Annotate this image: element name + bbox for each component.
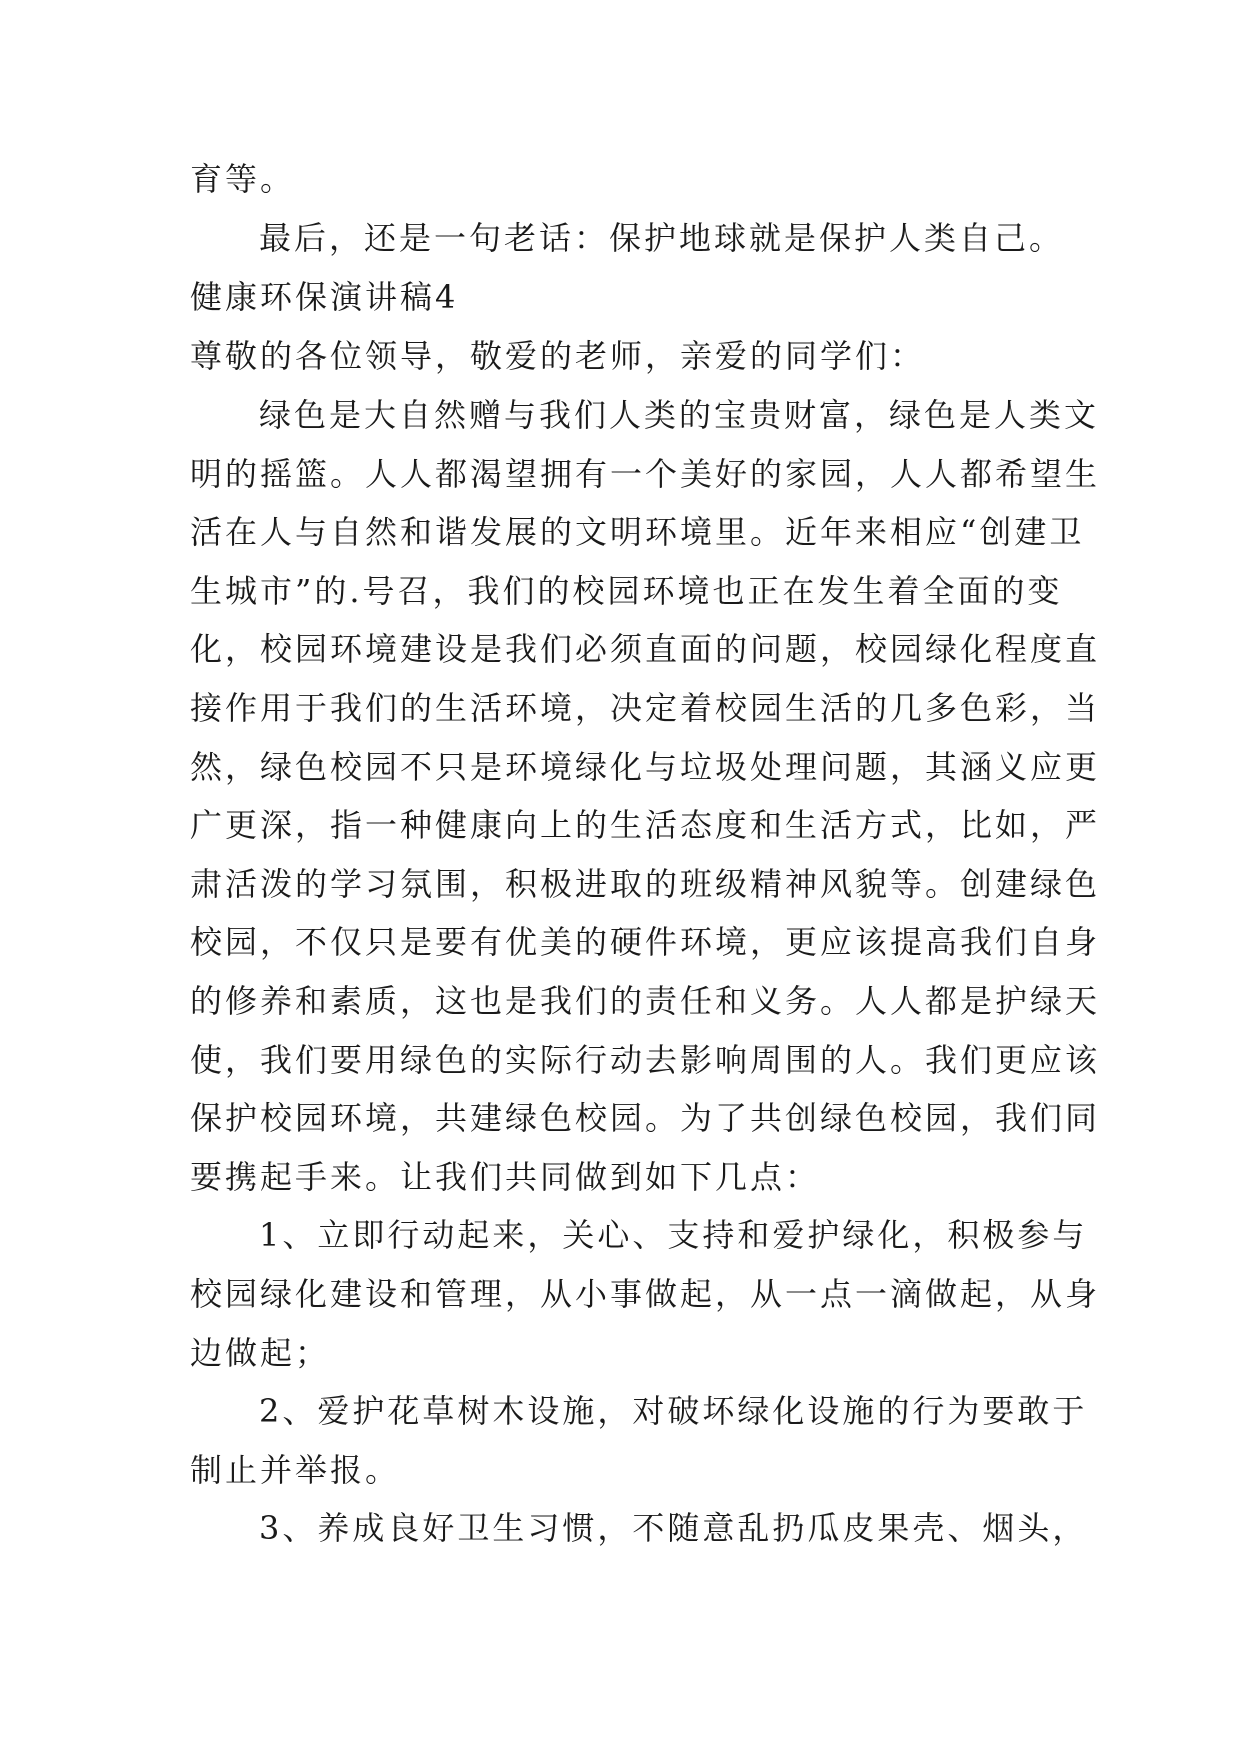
document-body xyxy=(190,150,1101,1558)
document-line: 健康环保演讲稿4 xyxy=(190,278,459,316)
document-line: 的修养和素质，这也是我们的责任和义务。人人都是护绿天 xyxy=(190,981,1101,1020)
document-line: 校园，不仅只是要有优美的硬件环境，更应该提高我们自身 xyxy=(190,923,1101,962)
document-line: 1、立即行动起来，关心、支持和爱护绿化，积极参与 xyxy=(259,1216,1088,1255)
document-line: 保护校园环境，共建绿色校园。为了共创绿色校园，我们同 xyxy=(190,1099,1101,1138)
document-line: 然，绿色校园不只是环境绿化与垃圾处理问题，其涵义应更 xyxy=(190,747,1101,786)
document-line: 育等。 xyxy=(190,160,296,198)
document-line: 使，我们要用绿色的实际行动去影响周围的人。我们更应该 xyxy=(190,1040,1101,1079)
document-line: 肃活泼的学习氛围，积极进取的班级精神风貌等。创建绿色 xyxy=(190,864,1101,903)
document-line: 尊敬的各位领导，敬爱的老师，亲爱的同学们： xyxy=(190,337,926,375)
document-line: 边做起； xyxy=(190,1333,331,1372)
document-line: 活在人与自然和谐发展的文明环境里。近年来相应“创建卫 xyxy=(190,513,1085,552)
document-line: 广更深，指一种健康向上的生活态度和生活方式，比如，严 xyxy=(190,806,1101,845)
document-line: 化，校园环境建设是我们必须直面的问题，校园绿化程度直 xyxy=(190,630,1101,669)
document-line: 2、爱护花草树木设施，对破坏绿化设施的行为要敢于 xyxy=(259,1392,1088,1431)
document-line: 要携起手来。让我们共同做到如下几点： xyxy=(190,1157,821,1196)
document-line: 生城市”的.号召，我们的校园环境也正在发生着全面的变 xyxy=(190,571,1063,610)
document-line: 绿色是大自然赠与我们人类的宝贵财富，绿色是人类文 xyxy=(259,396,1100,434)
document-line: 接作用于我们的生活环境，决定着校园生活的几多色彩，当 xyxy=(190,688,1101,727)
document-line: 最后，还是一句老话：保护地球就是保护人类自己。 xyxy=(259,219,1065,257)
document-line: 制止并举报。 xyxy=(190,1450,401,1489)
document-line: 明的摇篮。人人都渴望拥有一个美好的家园，人人都希望生 xyxy=(190,454,1101,493)
document-line: 3、养成良好卫生习惯，不随意乱扔瓜皮果壳、烟头， xyxy=(259,1509,1088,1548)
document-line: 校园绿化建设和管理，从小事做起，从一点一滴做起，从身 xyxy=(190,1274,1101,1313)
